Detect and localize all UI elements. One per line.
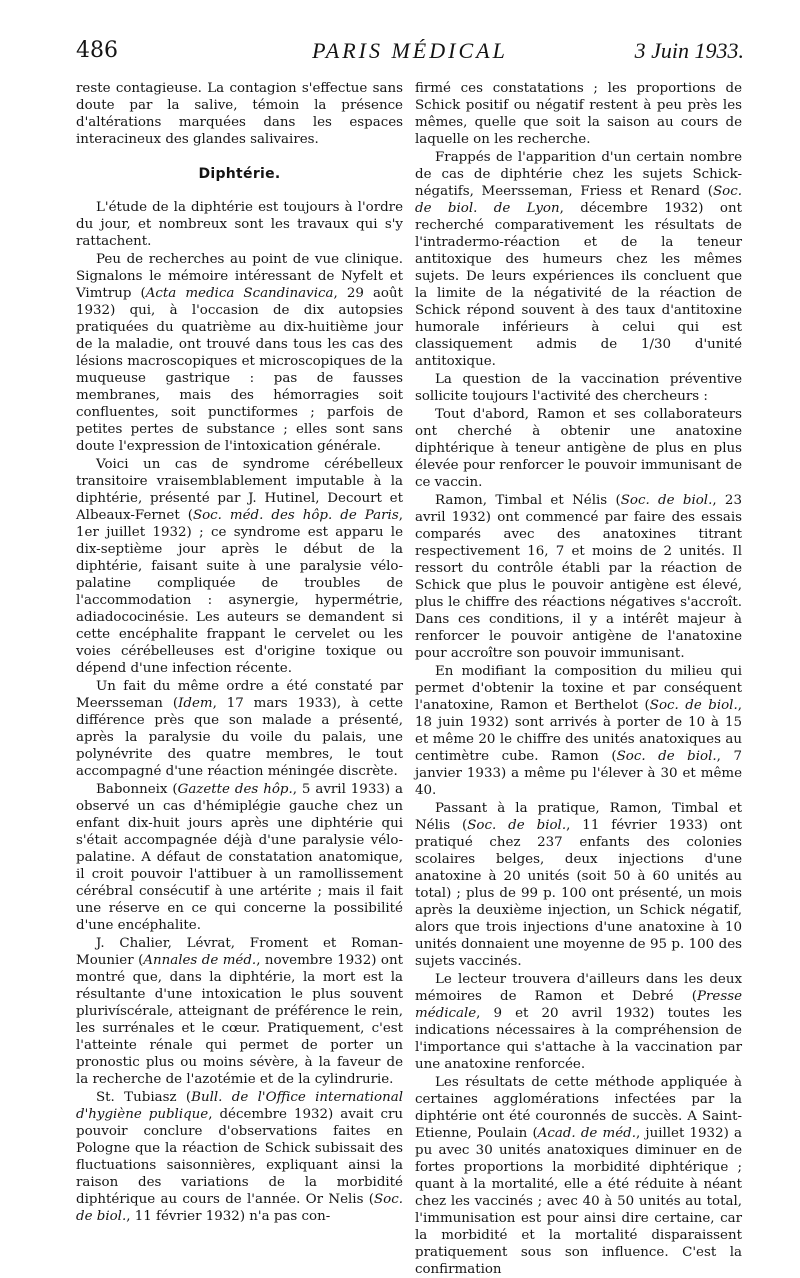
paragraph: St. Tubiasz (Bull. de l'Office international d'hygiène publique, décembre 1932) avait cru pouvoir conclure d'observations faites en Pologne que la réaction de Schick subissait des fluctuations saisonnières, expliquant ainsi la raison des variations de la morbidité diphtérique au cours de l'année. Or Nelis (Soc. de biol., 11 février 1932) n'a pas con-: [76, 1090, 403, 1224]
paragraph: L'étude de la diphtérie est toujours à l'ordre du jour, et nombreux sont les travaux qui s'y rattachent.: [76, 200, 403, 249]
paragraph: Tout d'abord, Ramon et ses collaborateurs ont cherché à obtenir une anatoxine diphtérique à teneur antigène de plus en plus élevée pour renforcer le pouvoir immunisant de ce vaccin.: [415, 407, 742, 490]
citation: Presse médicale: [415, 989, 742, 1021]
paragraph: Passant à la pratique, Ramon, Timbal et Nélis (Soc. de biol., 11 février 1933) ont pratiqué chez 237 enfants des colonies scolaires belges, deux injections d'une anatoxine à 20 unités (soit 50 à 60 unités au total) ; plus de 99 p. 100 ont présenté, un mois après la deuxième injection, un Schick négatif, alors que trois injections d'une anatoxine à 10 unités donnaient une moyenne de 95 p. 100 des sujets vaccinés.: [415, 801, 742, 969]
citation: Acta medica Scandinavica: [145, 286, 334, 301]
citation: Soc. méd. des hôp. de Paris: [192, 508, 399, 523]
citation: Idem: [178, 696, 213, 711]
paragraph: Ramon, Timbal et Nélis (Soc. de biol., 23 avril 1932) ont commencé par faire des essais comparés avec des anatoxines titrant respectivement 16, 7 et moins de 2 unités. Il ressort du contrôle établi par la réaction de Schick que plus le pouvoir antigène est élevé, plus le chiffre des réactions négatives s'accroît. Dans ces conditions, il y a intérêt majeur à renforcer le pouvoir antigène de l'anatoxine pour accroître son pouvoir immunisant.: [415, 493, 742, 661]
right-column: [415, 80, 742, 1278]
paragraph: La question de la vaccination préventive sollicite toujours l'activité des chercheurs :: [415, 372, 742, 404]
paragraph: Voici un cas de syndrome cérébelleux transitoire vraisemblablement imputable à la diphtérie, présenté par J. Hutinel, Decourt et Albeaux-Fernet (Soc. méd. des hôp. de Paris, 1er juillet 1932) ; ce syndrome est apparu le dix-septième jour après le début de la diphtérie, faisant suite à une paralysie vélo-palatine compliquée de troubles de l'accommodation : asynergie, hypermétrie, adiadococinésie. Les auteurs se demandent si cette encéphalite frappant le cervelet ou les voies cérébelleuses est d'origine toxique ou dépend d'une infection récente.: [76, 457, 403, 676]
citation: Soc. de biol.: [649, 698, 738, 713]
page-number: 486: [76, 38, 118, 63]
paragraph: En modifiant la composition du milieu qui permet d'obtenir la toxine et par conséquent l'anatoxine, Ramon et Berthelot (Soc. de biol., 18 juin 1932) sont arrivés à porter de 10 à 15 et même 20 le chiffre des unités anatoxiques au centimètre cube. Ramon (Soc. de biol., 7 janvier 1933) a même pu l'élever à 30 et même 40.: [415, 664, 742, 798]
citation: Gazette des hôp.: [177, 782, 293, 797]
issue-date: 3 Juin 1933.: [634, 38, 744, 63]
left-column: [76, 80, 403, 1225]
journal-title: PARIS MÉDICAL: [312, 38, 508, 63]
paragraph: reste contagieuse. La contagion s'effectue sans doute par la salive, témoin la présence d'altérations marquées dans les espaces interacineux des glandes salivaires.: [76, 81, 403, 147]
citation: Soc. de biol.: [620, 493, 713, 508]
citation: Acad. de méd.: [537, 1126, 636, 1141]
citation: Soc. de biol. de Lyon: [415, 184, 742, 216]
paragraph: Les résultats de cette méthode appliquée à certaines agglomérations infectées par la diphtérie ont été couronnés de succès. A Saint-Etienne, Poulain (Acad. de méd., juillet 1932) a pu avec 30 unités anatoxiques diminuer en de fortes proportions la morbidité diphtérique ; quant à la mortalité, elle a été réduite à néant chez les vaccinés ; avec 40 à 50 unités au total, l'immunisation est pour ainsi dire certaine, car la morbidité et la mortalité disparaissent pratiquement sous son influence. C'est la confirmation: [415, 1075, 742, 1277]
citation: Soc. de biol.: [76, 1192, 403, 1224]
page-header: [76, 38, 744, 70]
citation: Annales de méd.: [143, 953, 257, 968]
paragraph: J. Chalier, Lévrat, Froment et Roman-Mounier (Annales de méd., novembre 1932) ont montré que, dans la diphtérie, la mort est la résultante d'une intoxication le plus souvent plurivíscérale, atteignant de préférence le rein, les surrénales et le cœur. Pratiquement, c'est l'atteinte rénale qui permet de porter un pronostic plus ou moins sévère, à la faveur de la recherche de l'azotémie et de la cylindrurie.: [76, 936, 403, 1087]
citation: Soc. de biol.: [467, 818, 567, 833]
section-heading: Diphtérie.: [198, 166, 281, 182]
paragraph: Frappés de l'apparition d'un certain nombre de cas de diphtérie chez les sujets Schick-négatifs, Meersseman, Friess et Renard (Soc. de biol. de Lyon, décembre 1932) ont recherché comparativement les résultats de l'intradermo-réaction et de la teneur antitoxique des humeurs chez les mêmes sujets. De leurs expériences ils concluent que la limite de la négativité de la réaction de Schick répond souvent à des taux d'antitoxine humorale inférieurs à celui qui est classiquement admis de 1/30 d'unité antitoxique.: [415, 150, 742, 369]
citation: Bull. de l'Office international d'hygiène publique: [76, 1090, 403, 1122]
paragraph: Un fait du même ordre a été constaté par Meersseman (Idem, 17 mars 1933), à cette différence près que son malade a présenté, après la paralysie du voile du palais, une polynévrite des quatre membres, le tout accompagné d'une réaction méningée discrète.: [76, 679, 404, 779]
citation: Soc. de biol.: [616, 749, 717, 764]
paragraph: Babonneix (Gazette des hôp., 5 avril 1933) a observé un cas d'hémiplégie gauche chez un enfant dix-huit jours après une diphtérie qui s'était accompagnée déjà d'une paralysie vélo-palatine. A défaut de constatation anatomique, il croit pouvoir l'attibuer à un ramollissement cérébral consécutif à une artérite ; mais il fait une réserve en ce qui concerne la possibilité d'une encéphalite.: [76, 782, 403, 933]
paragraph: Le lecteur trouvera d'ailleurs dans les deux mémoires de Ramon et Debré (Presse médicale, 9 et 20 avril 1932) toutes les indications nécessaires à la compréhension de l'importance qui s'attache à la vaccination par une anatoxine renforcée.: [415, 972, 742, 1072]
paragraph: firmé ces constatations ; les proportions de Schick positif ou négatif restent à peu près les mêmes, quelle que soit la saison au cours de laquelle on les recherche.: [415, 81, 742, 147]
paragraph: Peu de recherches au point de vue clinique. Signalons le mémoire intéressant de Nyfelt et Vimtrup (Acta medica Scandinavica, 29 août 1932) qui, à l'occasion de dix autopsies pratiquées du quatrième au dix-huitième jour de la maladie, ont trouvé dans tous les cas des lésions macroscopiques et microscopiques de la muqueuse gastrique : pas de fausses membranes, mais des hémorragies soit confluentes, soit punctiformes ; parfois de petites pertes de substance ; elles sont sans doute l'expression de l'intoxication générale.: [76, 252, 403, 454]
